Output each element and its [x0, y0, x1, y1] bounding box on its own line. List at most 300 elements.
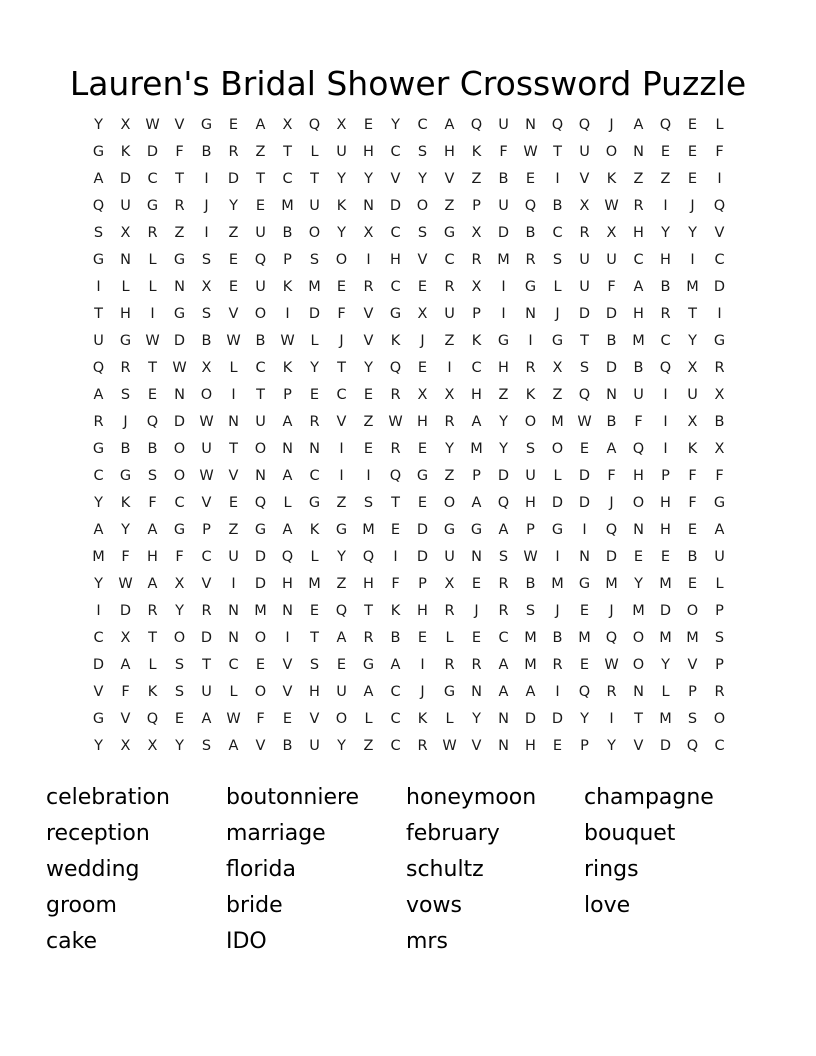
grid-cell[interactable]: F — [391, 576, 400, 592]
grid-cell[interactable]: R — [147, 603, 158, 619]
grid-cell[interactable]: K — [390, 333, 401, 349]
grid-cell[interactable]: A — [498, 657, 509, 673]
grid-cell[interactable]: E — [390, 522, 401, 538]
grid-cell[interactable]: U — [120, 198, 131, 214]
grid-cell[interactable]: X — [174, 576, 185, 592]
grid-cell[interactable]: R — [471, 657, 482, 673]
grid-cell[interactable]: E — [228, 252, 239, 268]
grid-cell[interactable]: X — [120, 225, 131, 241]
grid-cell[interactable]: N — [471, 549, 482, 565]
grid-cell[interactable]: U — [309, 738, 320, 754]
grid-cell[interactable]: M — [308, 576, 321, 592]
grid-cell[interactable]: I — [339, 441, 344, 457]
grid-cell[interactable]: X — [201, 279, 212, 295]
grid-cell[interactable]: T — [148, 360, 157, 376]
grid-cell[interactable]: I — [555, 171, 560, 187]
grid-cell[interactable]: V — [255, 738, 266, 754]
grid-cell[interactable]: B — [552, 630, 563, 646]
grid-cell[interactable]: W — [442, 738, 457, 754]
grid-cell[interactable]: I — [555, 684, 560, 700]
grid-cell[interactable]: G — [119, 468, 132, 484]
grid-cell[interactable]: R — [444, 603, 455, 619]
grid-cell[interactable]: C — [390, 225, 401, 241]
grid-cell[interactable]: K — [471, 144, 482, 160]
grid-cell[interactable]: X — [147, 738, 158, 754]
grid-cell[interactable]: W — [118, 576, 133, 592]
grid-cell[interactable]: A — [93, 387, 104, 403]
grid-cell[interactable]: L — [553, 279, 562, 295]
grid-cell[interactable]: A — [633, 117, 644, 133]
grid-cell[interactable]: W — [280, 333, 295, 349]
grid-cell[interactable]: D — [173, 333, 186, 349]
grid-cell[interactable]: I — [231, 576, 236, 592]
word-list-item[interactable]: schultz — [406, 857, 484, 882]
grid-cell[interactable]: E — [363, 117, 374, 133]
grid-cell[interactable]: E — [579, 441, 590, 457]
grid-cell[interactable]: Q — [335, 603, 348, 619]
grid-cell[interactable]: X — [687, 414, 698, 430]
grid-cell[interactable]: J — [339, 333, 344, 349]
grid-cell[interactable]: S — [417, 144, 428, 160]
grid-cell[interactable]: B — [201, 333, 212, 349]
grid-cell[interactable]: T — [256, 171, 265, 187]
grid-cell[interactable]: R — [633, 198, 644, 214]
grid-cell[interactable]: G — [416, 468, 429, 484]
grid-cell[interactable]: Y — [499, 441, 508, 457]
grid-cell[interactable]: O — [254, 630, 267, 646]
grid-cell[interactable]: S — [309, 252, 320, 268]
grid-cell[interactable]: W — [523, 549, 538, 565]
grid-cell[interactable]: Y — [688, 225, 697, 241]
grid-cell[interactable]: S — [525, 603, 536, 619]
grid-cell[interactable]: C — [309, 468, 320, 484]
grid-cell[interactable]: R — [201, 603, 212, 619]
grid-cell[interactable]: V — [471, 738, 482, 754]
grid-cell[interactable]: C — [714, 738, 725, 754]
grid-cell[interactable]: N — [498, 738, 509, 754]
grid-cell[interactable]: M — [551, 576, 564, 592]
grid-cell[interactable]: X — [417, 387, 428, 403]
grid-cell[interactable]: N — [363, 198, 374, 214]
grid-cell[interactable]: U — [606, 252, 617, 268]
grid-cell[interactable]: I — [717, 306, 722, 322]
grid-cell[interactable]: S — [120, 387, 131, 403]
grid-cell[interactable]: Y — [391, 117, 400, 133]
grid-cell[interactable]: X — [120, 630, 131, 646]
grid-cell[interactable]: I — [717, 171, 722, 187]
grid-cell[interactable]: E — [471, 576, 482, 592]
grid-cell[interactable]: E — [309, 387, 320, 403]
grid-cell[interactable]: B — [390, 630, 401, 646]
grid-cell[interactable]: G — [173, 306, 186, 322]
grid-cell[interactable]: Q — [362, 549, 375, 565]
grid-cell[interactable]: E — [417, 495, 428, 511]
grid-cell[interactable]: I — [447, 360, 452, 376]
grid-cell[interactable]: C — [444, 252, 455, 268]
grid-cell[interactable]: R — [714, 684, 725, 700]
grid-cell[interactable]: H — [633, 225, 644, 241]
grid-cell[interactable]: X — [120, 738, 131, 754]
grid-cell[interactable]: C — [201, 549, 212, 565]
grid-cell[interactable]: E — [309, 603, 320, 619]
grid-cell[interactable]: R — [228, 144, 239, 160]
grid-cell[interactable]: S — [498, 549, 509, 565]
grid-cell[interactable]: R — [525, 252, 536, 268]
word-list-item[interactable]: february — [406, 821, 500, 846]
grid-cell[interactable]: G — [443, 522, 456, 538]
grid-cell[interactable]: Q — [146, 414, 159, 430]
grid-cell[interactable]: P — [202, 522, 211, 538]
grid-cell[interactable]: W — [145, 117, 160, 133]
grid-cell[interactable]: M — [254, 603, 267, 619]
grid-cell[interactable]: R — [525, 360, 536, 376]
grid-cell[interactable]: Y — [499, 414, 508, 430]
grid-cell[interactable]: Q — [659, 360, 672, 376]
grid-cell[interactable]: H — [309, 684, 320, 700]
grid-cell[interactable]: C — [390, 738, 401, 754]
grid-cell[interactable]: T — [94, 306, 103, 322]
grid-cell[interactable]: O — [605, 144, 618, 160]
grid-cell[interactable]: H — [633, 468, 644, 484]
grid-cell[interactable]: B — [714, 414, 725, 430]
grid-cell[interactable]: Y — [607, 738, 616, 754]
grid-cell[interactable]: Z — [363, 414, 374, 430]
grid-cell[interactable]: M — [659, 711, 672, 727]
grid-cell[interactable]: V — [363, 306, 374, 322]
word-list-item[interactable]: honeymoon — [406, 785, 537, 810]
grid-cell[interactable]: P — [715, 603, 724, 619]
grid-cell[interactable]: O — [173, 441, 186, 457]
grid-cell[interactable]: M — [632, 603, 645, 619]
grid-cell[interactable]: L — [715, 576, 724, 592]
grid-cell[interactable]: G — [443, 684, 456, 700]
grid-cell[interactable]: E — [687, 117, 698, 133]
grid-cell[interactable]: U — [579, 252, 590, 268]
grid-cell[interactable]: Q — [92, 198, 105, 214]
grid-cell[interactable]: N — [309, 441, 320, 457]
grid-cell[interactable]: Q — [551, 117, 564, 133]
grid-cell[interactable]: Y — [580, 711, 589, 727]
grid-cell[interactable]: H — [660, 252, 671, 268]
grid-cell[interactable]: Q — [578, 684, 591, 700]
grid-cell[interactable]: D — [119, 603, 132, 619]
grid-cell[interactable]: M — [308, 279, 321, 295]
grid-cell[interactable]: A — [606, 441, 617, 457]
grid-cell[interactable]: N — [282, 603, 293, 619]
grid-cell[interactable]: Y — [121, 522, 130, 538]
grid-cell[interactable]: C — [660, 333, 671, 349]
grid-cell[interactable]: F — [715, 144, 724, 160]
grid-cell[interactable]: G — [524, 279, 537, 295]
grid-cell[interactable]: V — [120, 711, 131, 727]
grid-cell[interactable]: G — [497, 333, 510, 349]
grid-cell[interactable]: I — [582, 522, 587, 538]
word-list-item[interactable]: groom — [46, 893, 117, 918]
grid-cell[interactable]: N — [471, 684, 482, 700]
grid-cell[interactable]: Z — [444, 198, 455, 214]
grid-cell[interactable]: O — [308, 225, 321, 241]
grid-cell[interactable]: P — [283, 387, 292, 403]
grid-cell[interactable]: V — [390, 171, 401, 187]
grid-cell[interactable]: H — [417, 603, 428, 619]
grid-cell[interactable]: G — [362, 657, 375, 673]
grid-cell[interactable]: V — [363, 333, 374, 349]
grid-cell[interactable]: E — [255, 198, 266, 214]
grid-cell[interactable]: C — [390, 684, 401, 700]
grid-cell[interactable]: K — [282, 279, 293, 295]
grid-cell[interactable]: A — [93, 522, 104, 538]
grid-cell[interactable]: D — [92, 657, 105, 673]
grid-cell[interactable]: H — [498, 360, 509, 376]
grid-cell[interactable]: G — [200, 117, 213, 133]
grid-cell[interactable]: K — [282, 360, 293, 376]
grid-cell[interactable]: N — [228, 630, 239, 646]
grid-cell[interactable]: W — [172, 360, 187, 376]
grid-cell[interactable]: X — [201, 360, 212, 376]
grid-cell[interactable]: G — [92, 144, 105, 160]
grid-cell[interactable]: M — [578, 630, 591, 646]
grid-cell[interactable]: T — [634, 711, 643, 727]
grid-cell[interactable]: P — [472, 198, 481, 214]
grid-cell[interactable]: S — [552, 252, 563, 268]
grid-cell[interactable]: R — [444, 657, 455, 673]
grid-cell[interactable]: M — [659, 630, 672, 646]
grid-cell[interactable]: F — [337, 306, 346, 322]
grid-cell[interactable]: B — [687, 549, 698, 565]
grid-cell[interactable]: H — [444, 144, 455, 160]
word-list-item[interactable]: marriage — [226, 821, 326, 846]
grid-cell[interactable]: H — [660, 522, 671, 538]
grid-cell[interactable]: S — [201, 306, 212, 322]
grid-cell[interactable]: D — [497, 225, 510, 241]
grid-cell[interactable]: D — [578, 468, 591, 484]
grid-cell[interactable]: R — [579, 225, 590, 241]
grid-cell[interactable]: B — [147, 441, 158, 457]
grid-cell[interactable]: C — [417, 117, 428, 133]
grid-cell[interactable]: U — [336, 684, 347, 700]
grid-cell[interactable]: R — [444, 414, 455, 430]
grid-cell[interactable]: G — [713, 333, 726, 349]
grid-cell[interactable]: Z — [633, 171, 644, 187]
grid-cell[interactable]: D — [119, 171, 132, 187]
grid-cell[interactable]: X — [714, 441, 725, 457]
grid-cell[interactable]: R — [444, 279, 455, 295]
grid-cell[interactable]: G — [173, 522, 186, 538]
grid-cell[interactable]: Y — [364, 360, 373, 376]
grid-cell[interactable]: H — [282, 576, 293, 592]
grid-cell[interactable]: Z — [228, 225, 239, 241]
grid-cell[interactable]: M — [659, 576, 672, 592]
grid-cell[interactable]: Y — [94, 738, 103, 754]
grid-cell[interactable]: N — [579, 549, 590, 565]
grid-cell[interactable]: C — [390, 279, 401, 295]
grid-cell[interactable]: H — [471, 387, 482, 403]
grid-cell[interactable]: Z — [255, 144, 266, 160]
grid-cell[interactable]: N — [228, 603, 239, 619]
grid-cell[interactable]: Q — [254, 495, 267, 511]
grid-cell[interactable]: Q — [605, 522, 618, 538]
grid-cell[interactable]: E — [282, 711, 293, 727]
grid-cell[interactable]: Z — [336, 576, 347, 592]
grid-cell[interactable]: Y — [337, 171, 346, 187]
word-list-item[interactable]: reception — [46, 821, 150, 846]
grid-cell[interactable]: X — [471, 225, 482, 241]
grid-cell[interactable]: U — [525, 468, 536, 484]
grid-cell[interactable]: P — [688, 684, 697, 700]
grid-cell[interactable]: U — [309, 198, 320, 214]
grid-cell[interactable]: F — [688, 495, 697, 511]
grid-cell[interactable]: A — [147, 522, 158, 538]
grid-cell[interactable]: E — [174, 711, 185, 727]
grid-cell[interactable]: T — [688, 306, 697, 322]
grid-cell[interactable]: I — [501, 279, 506, 295]
grid-cell[interactable]: Y — [175, 603, 184, 619]
grid-cell[interactable]: E — [228, 117, 239, 133]
grid-cell[interactable]: L — [364, 711, 373, 727]
grid-cell[interactable]: T — [553, 144, 562, 160]
grid-cell[interactable]: M — [362, 522, 375, 538]
grid-cell[interactable]: R — [120, 360, 131, 376]
grid-cell[interactable]: B — [282, 225, 293, 241]
grid-cell[interactable]: P — [580, 738, 589, 754]
grid-cell[interactable]: I — [96, 603, 101, 619]
grid-cell[interactable]: D — [254, 549, 267, 565]
grid-cell[interactable]: K — [687, 441, 698, 457]
grid-cell[interactable]: E — [633, 549, 644, 565]
grid-cell[interactable]: K — [390, 603, 401, 619]
grid-cell[interactable]: U — [444, 306, 455, 322]
grid-cell[interactable]: O — [524, 414, 537, 430]
grid-cell[interactable]: C — [174, 495, 185, 511]
grid-cell[interactable]: Q — [281, 549, 294, 565]
grid-cell[interactable]: A — [147, 576, 158, 592]
grid-cell[interactable]: Y — [445, 441, 454, 457]
grid-cell[interactable]: D — [416, 549, 429, 565]
grid-cell[interactable]: J — [609, 117, 614, 133]
grid-cell[interactable]: Q — [92, 360, 105, 376]
grid-cell[interactable]: N — [633, 144, 644, 160]
grid-cell[interactable]: O — [254, 684, 267, 700]
grid-cell[interactable]: Y — [94, 495, 103, 511]
grid-cell[interactable]: D — [308, 306, 321, 322]
grid-cell[interactable]: Q — [254, 252, 267, 268]
grid-cell[interactable]: W — [577, 414, 592, 430]
grid-cell[interactable]: W — [226, 711, 241, 727]
grid-cell[interactable]: U — [444, 549, 455, 565]
grid-cell[interactable]: O — [335, 252, 348, 268]
grid-cell[interactable]: U — [255, 414, 266, 430]
grid-cell[interactable]: A — [255, 117, 266, 133]
grid-cell[interactable]: H — [363, 144, 374, 160]
grid-cell[interactable]: C — [471, 360, 482, 376]
grid-cell[interactable]: V — [282, 657, 293, 673]
grid-cell[interactable]: A — [282, 522, 293, 538]
grid-cell[interactable]: W — [145, 333, 160, 349]
grid-cell[interactable]: F — [121, 684, 130, 700]
grid-cell[interactable]: Q — [389, 360, 402, 376]
grid-cell[interactable]: K — [336, 198, 347, 214]
grid-cell[interactable]: U — [255, 225, 266, 241]
grid-cell[interactable]: G — [713, 495, 726, 511]
grid-cell[interactable]: N — [498, 711, 509, 727]
grid-cell[interactable]: H — [390, 252, 401, 268]
grid-cell[interactable]: Q — [146, 711, 159, 727]
grid-cell[interactable]: O — [551, 441, 564, 457]
grid-cell[interactable]: I — [501, 306, 506, 322]
grid-cell[interactable]: V — [633, 738, 644, 754]
grid-cell[interactable]: E — [687, 576, 698, 592]
grid-cell[interactable]: I — [285, 630, 290, 646]
grid-cell[interactable]: K — [120, 144, 131, 160]
grid-cell[interactable]: P — [661, 468, 670, 484]
grid-cell[interactable]: J — [690, 198, 695, 214]
grid-cell[interactable]: Q — [389, 468, 402, 484]
grid-cell[interactable]: G — [146, 198, 159, 214]
grid-cell[interactable]: Q — [497, 495, 510, 511]
grid-cell[interactable]: S — [93, 225, 104, 241]
grid-cell[interactable]: E — [687, 522, 698, 538]
grid-cell[interactable]: F — [121, 549, 130, 565]
grid-cell[interactable]: W — [604, 198, 619, 214]
word-list-item[interactable]: rings — [584, 857, 639, 882]
grid-cell[interactable]: O — [200, 387, 213, 403]
grid-cell[interactable]: N — [525, 117, 536, 133]
grid-cell[interactable]: U — [93, 333, 104, 349]
grid-cell[interactable]: T — [364, 603, 373, 619]
grid-cell[interactable]: A — [714, 522, 725, 538]
grid-cell[interactable]: G — [335, 522, 348, 538]
grid-cell[interactable]: A — [282, 468, 293, 484]
grid-cell[interactable]: I — [204, 225, 209, 241]
grid-cell[interactable]: F — [688, 468, 697, 484]
grid-cell[interactable]: F — [175, 549, 184, 565]
grid-cell[interactable]: N — [228, 414, 239, 430]
grid-cell[interactable]: F — [607, 468, 616, 484]
grid-cell[interactable]: P — [472, 306, 481, 322]
grid-cell[interactable]: L — [310, 549, 319, 565]
grid-cell[interactable]: Z — [336, 495, 347, 511]
grid-cell[interactable]: V — [228, 468, 239, 484]
grid-cell[interactable]: V — [201, 576, 212, 592]
grid-cell[interactable]: X — [687, 360, 698, 376]
grid-cell[interactable]: Q — [524, 198, 537, 214]
grid-cell[interactable]: S — [201, 738, 212, 754]
grid-cell[interactable]: B — [255, 333, 266, 349]
grid-cell[interactable]: Q — [605, 630, 618, 646]
grid-cell[interactable]: E — [417, 360, 428, 376]
grid-cell[interactable]: E — [552, 738, 563, 754]
grid-cell[interactable]: M — [497, 252, 510, 268]
grid-cell[interactable]: R — [363, 279, 374, 295]
grid-cell[interactable]: S — [417, 225, 428, 241]
grid-cell[interactable]: I — [663, 414, 668, 430]
grid-cell[interactable]: P — [418, 576, 427, 592]
grid-cell[interactable]: K — [417, 711, 428, 727]
grid-cell[interactable]: B — [660, 279, 671, 295]
grid-cell[interactable]: G — [551, 333, 564, 349]
grid-cell[interactable]: E — [660, 549, 671, 565]
grid-cell[interactable]: Y — [688, 333, 697, 349]
grid-cell[interactable]: K — [309, 522, 320, 538]
grid-cell[interactable]: T — [256, 387, 265, 403]
grid-cell[interactable]: C — [228, 657, 239, 673]
grid-cell[interactable]: V — [579, 171, 590, 187]
grid-cell[interactable]: H — [633, 306, 644, 322]
grid-cell[interactable]: Q — [578, 117, 591, 133]
grid-cell[interactable]: V — [336, 414, 347, 430]
grid-cell[interactable]: N — [633, 522, 644, 538]
grid-cell[interactable]: T — [310, 630, 319, 646]
